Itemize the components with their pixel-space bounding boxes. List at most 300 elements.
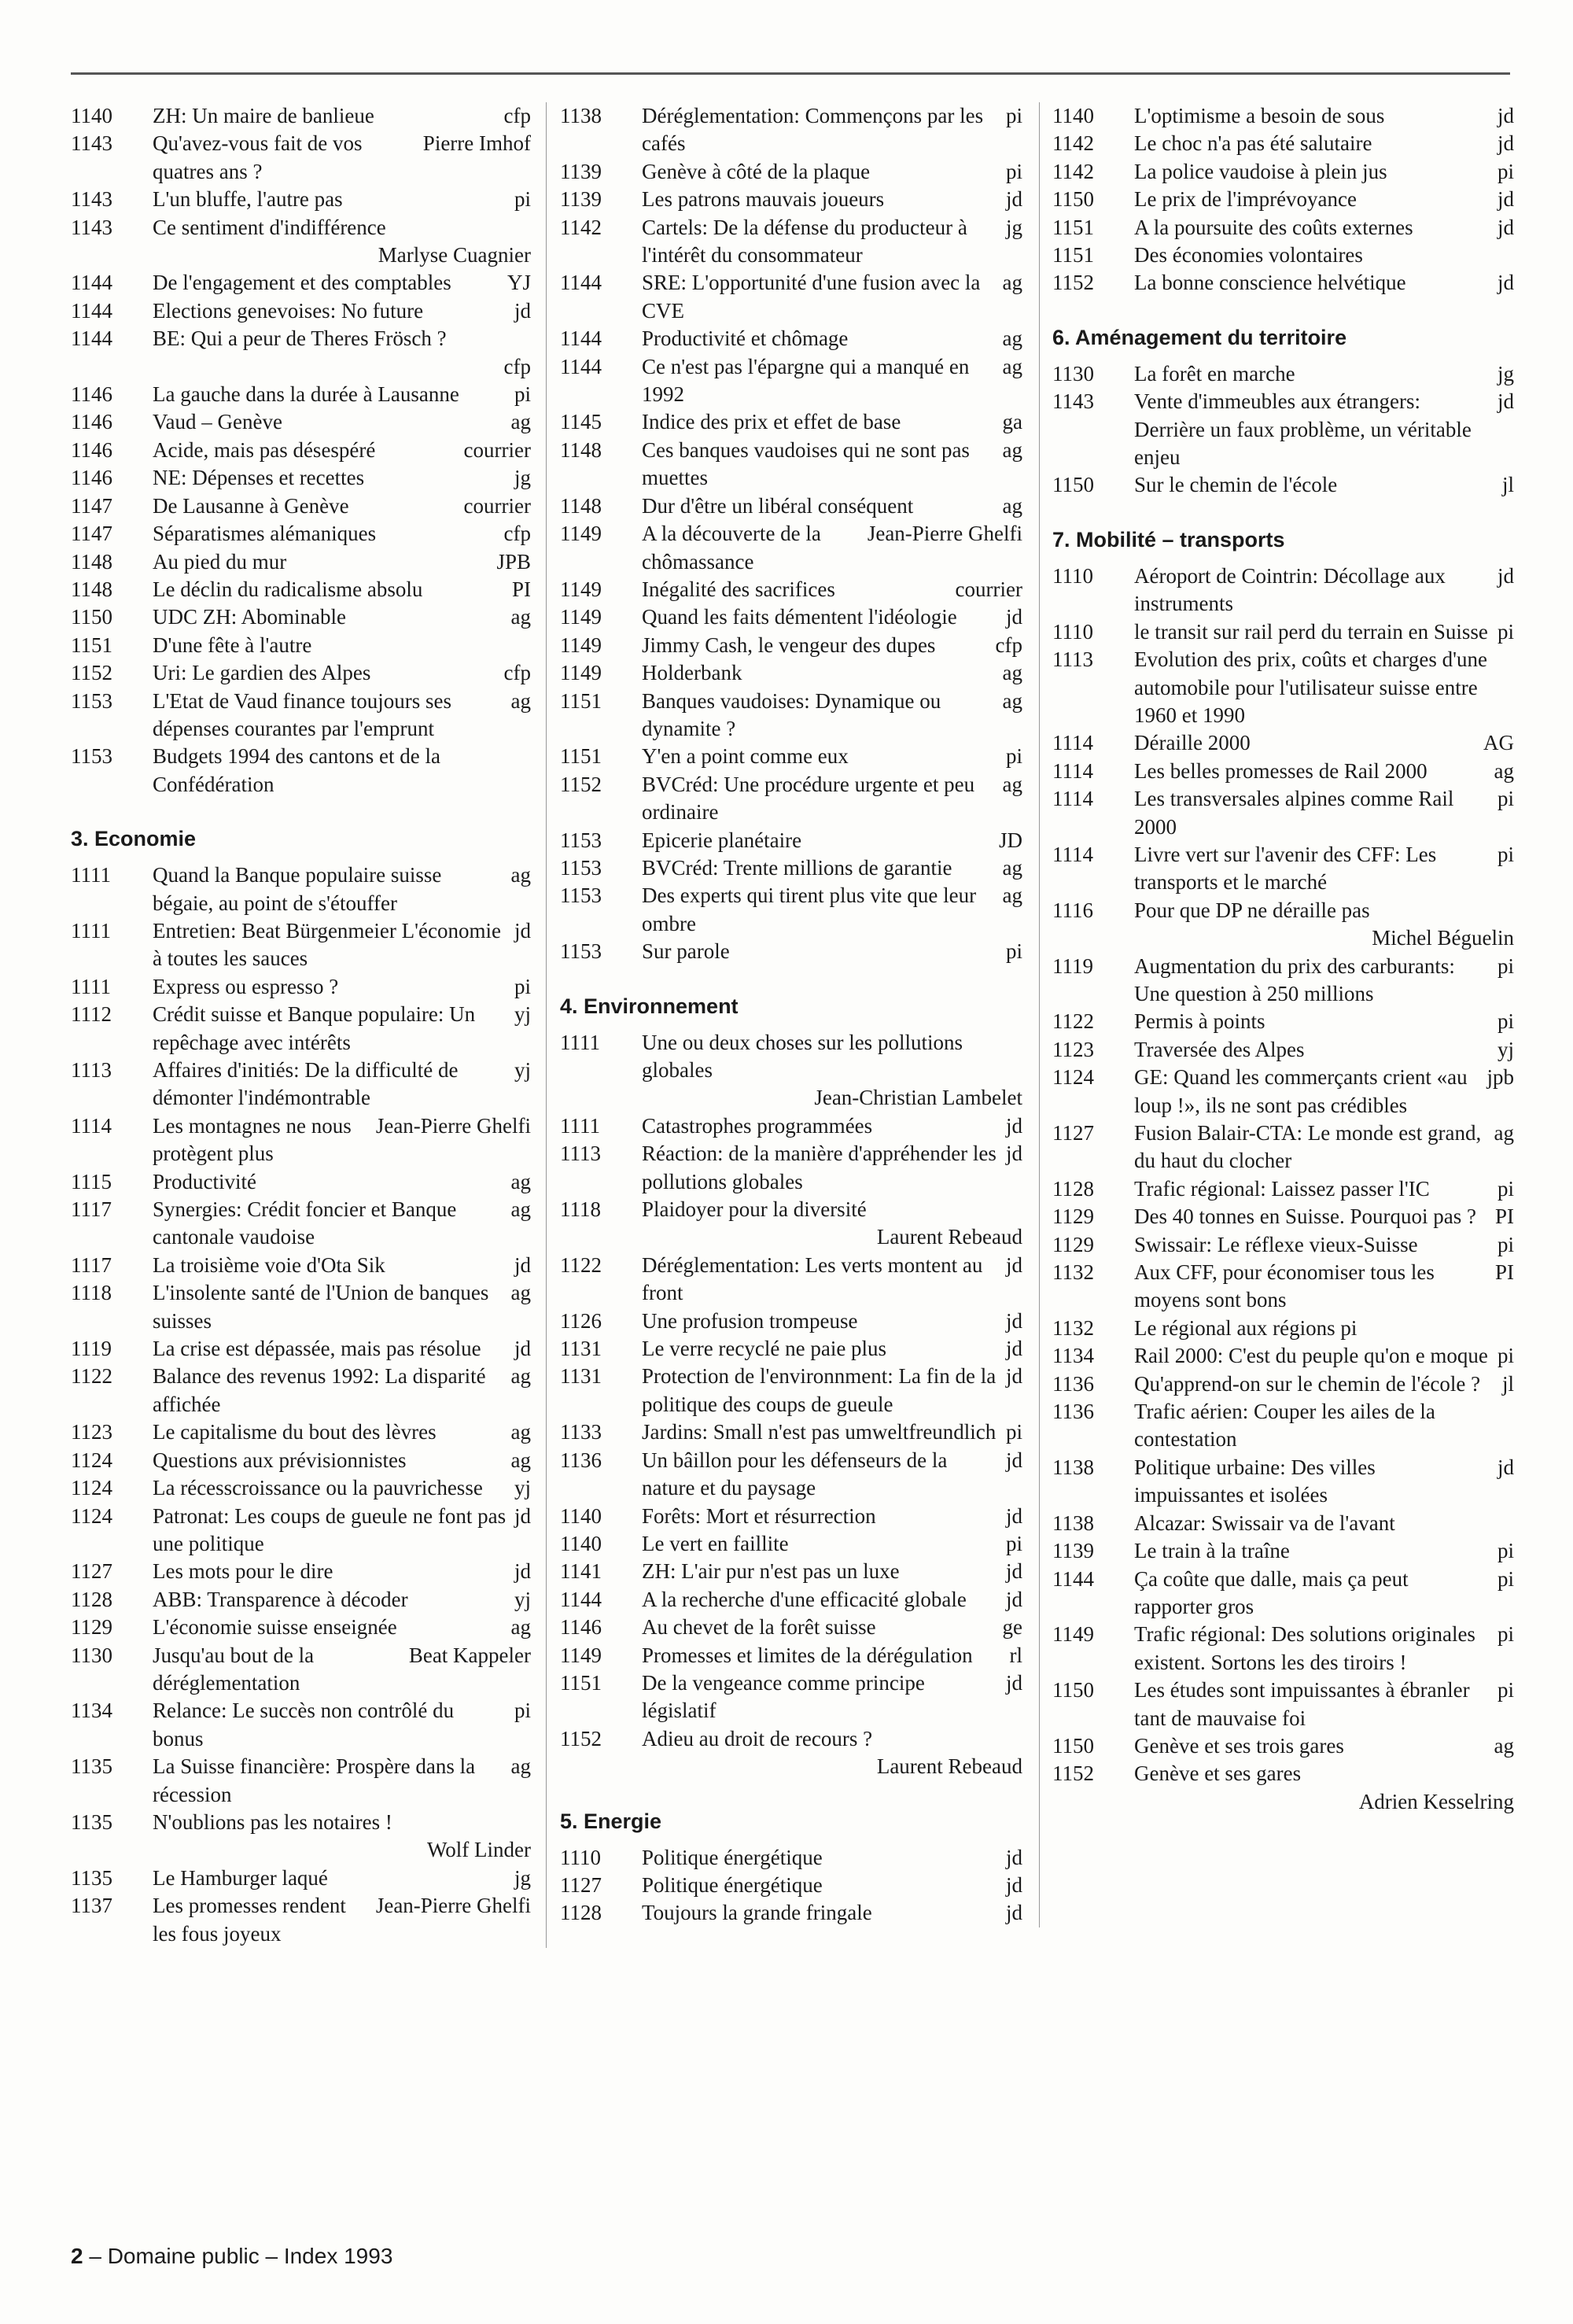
index-entry [1052, 1175, 1514, 1203]
article-title: Politique énergétique [642, 1845, 823, 1869]
index-entry [71, 1809, 531, 1865]
author: jd [514, 1559, 531, 1584]
author: PI [1494, 1260, 1514, 1285]
issue-number: 1142 [1052, 159, 1094, 183]
issue-number: 1140 [71, 104, 112, 127]
author: cfp [503, 522, 531, 546]
article-title: Forêts: Mort et résurrection [642, 1503, 876, 1528]
author: ag [1002, 855, 1022, 880]
author: ag [1002, 883, 1022, 908]
author: jd [514, 1252, 531, 1277]
index-entry [71, 269, 531, 297]
issue-number: 1111 [71, 974, 111, 998]
publication-title: – Domaine public – Index 1993 [89, 2244, 393, 2268]
section-heading: 4. Environnement [560, 994, 739, 1018]
article-title: Vente d'immeubles aux étrangers: Derrière un faux problème, un véritable enjeu [1134, 389, 1472, 470]
index-entry [71, 1112, 531, 1168]
index-entry [1052, 388, 1514, 471]
issue-number: 1148 [560, 493, 602, 518]
index-entry [1052, 1510, 1514, 1537]
issue-number: 1112 [71, 1002, 112, 1027]
article-title: Livre vert sur l'avenir des CFF: Les transports et le marché [1134, 842, 1437, 895]
issue-number: 1128 [71, 1587, 112, 1611]
issue-number: 1150 [1052, 1733, 1094, 1758]
author: ag [1002, 493, 1022, 518]
article-title: GE: Quand les commerçants crient «au loup !», ils ne sont pas crédibles [1134, 1065, 1468, 1117]
author: cfp [503, 661, 531, 685]
article-title: Quand les faits démentent l'idéologie [642, 605, 957, 629]
index-entry [1052, 1454, 1514, 1510]
author: pi [514, 382, 531, 407]
issue-number: 1145 [560, 410, 602, 434]
issue-number: 1139 [560, 159, 602, 183]
article-title: Express ou espresso ? [153, 974, 339, 998]
index-entry [1052, 1677, 1514, 1732]
author: cfp [503, 354, 531, 378]
author: ag [510, 1420, 531, 1444]
article-title: Patronat: Les coups de gueule ne font pas une politique [153, 1503, 507, 1555]
author: Jean-Christian Lambelet [814, 1086, 1022, 1110]
author: jd [1005, 1845, 1022, 1869]
index-entry [560, 576, 1022, 603]
article-title: Les transversales alpines comme Rail 2000 [1134, 787, 1454, 839]
article-title: Les promesses rendent les fous joyeux [153, 1894, 346, 1946]
article-title: Holderbank [642, 661, 742, 685]
issue-number: 1152 [1052, 271, 1094, 295]
index-entry [560, 1112, 1022, 1140]
index-entry [1052, 1537, 1514, 1565]
index-entry [1052, 841, 1514, 897]
index-entry [71, 408, 531, 436]
index-entry [71, 1614, 531, 1641]
issue-number: 1144 [71, 326, 112, 351]
author: jd [1497, 104, 1514, 127]
issue-number: 1152 [560, 1726, 602, 1750]
issue-number: 1129 [71, 1615, 112, 1640]
author: ag [510, 1197, 531, 1222]
index-entry [1052, 1036, 1514, 1064]
article-title: La bonne conscience helvétique [1134, 271, 1406, 295]
article-title: ZH: Un maire de banlieue [153, 104, 374, 127]
issue-number: 1127 [71, 1559, 112, 1584]
issue-number: 1135 [71, 1865, 112, 1890]
issue-number: 1144 [560, 326, 602, 351]
index-entry [1052, 897, 1514, 953]
issue-number: 1144 [71, 298, 112, 323]
article-title: ABB: Transparence à décoder [153, 1587, 408, 1611]
author: pi [1497, 1566, 1514, 1591]
author: jd [1497, 215, 1514, 239]
article-title: Les mots pour le dire [153, 1559, 333, 1584]
author: jg [514, 1865, 531, 1890]
article-title: Déraille 2000 [1134, 731, 1251, 755]
index-entry [1052, 130, 1514, 157]
index-entry [560, 492, 1022, 520]
article-title: Le train à la traîne [1134, 1539, 1290, 1563]
issue-number: 1110 [560, 1845, 601, 1869]
article-title: La troisième voie d'Ota Sik [153, 1252, 385, 1277]
article-title: Budgets 1994 des cantons et de la Confédération [153, 744, 440, 796]
author: ge [1002, 1615, 1022, 1640]
author: Laurent Rebeaud [876, 1754, 1022, 1779]
issue-number: 1123 [71, 1420, 112, 1444]
author: courrier [463, 437, 531, 462]
article-title: Séparatismes alémaniques [153, 522, 377, 546]
issue-number: 1151 [1052, 243, 1094, 267]
article-title: Jimmy Cash, le vengeur des dupes [642, 633, 936, 657]
article-title: Catastrophes programmées [642, 1113, 873, 1138]
page-number: 2 [71, 2244, 83, 2268]
index-entry [1052, 360, 1514, 388]
issue-number: 1136 [1052, 1400, 1094, 1424]
index-entry [560, 1586, 1022, 1614]
article-title: La police vaudoise à plein jus [1134, 159, 1387, 183]
article-title: Ce sentiment d'indifférence [153, 215, 386, 239]
index-entry [560, 1418, 1022, 1446]
author: Michel Béguelin [1372, 926, 1514, 950]
issue-number: 1136 [560, 1448, 602, 1472]
index-entry [1052, 1732, 1514, 1760]
article-title: Sur le chemin de l'école [1134, 473, 1338, 497]
author: yj [1497, 1037, 1514, 1061]
author: Pierre Imhof [422, 131, 531, 156]
issue-number: 1144 [560, 271, 602, 295]
issue-number: 1144 [560, 354, 602, 378]
author: rl [1009, 1643, 1022, 1667]
index-column-1 [71, 102, 531, 1948]
issue-number: 1146 [71, 466, 112, 490]
article-title: Balance des revenus 1992: La disparité affichée [153, 1364, 486, 1416]
article-title: D'une fête à l'autre [153, 633, 312, 657]
author: Beat Kappeler [408, 1643, 531, 1667]
author: pi [1005, 939, 1022, 964]
index-entry [71, 632, 531, 659]
issue-number: 1150 [71, 605, 112, 629]
author: pi [1005, 104, 1022, 127]
issue-number: 1144 [71, 271, 112, 295]
index-entry [1052, 1370, 1514, 1398]
issue-number: 1118 [560, 1197, 601, 1222]
section-heading: 6. Aménagement du territoire [1052, 325, 1347, 349]
article-title: SRE: L'opportunité d'une fusion avec la CVE [642, 271, 981, 323]
index-entry [1052, 1231, 1514, 1259]
article-title: Déréglementation: Les verts montent au front [642, 1252, 983, 1305]
issue-number: 1144 [1052, 1566, 1094, 1591]
author: pi [1005, 744, 1022, 769]
article-title: Le régional aux régions pi [1134, 1315, 1357, 1340]
issue-number: 1110 [1052, 619, 1093, 644]
issue-number: 1139 [560, 187, 602, 212]
issue-number: 1138 [1052, 1455, 1094, 1479]
issue-number: 1131 [560, 1337, 602, 1361]
author: pi [1497, 1009, 1514, 1034]
index-entry [560, 1614, 1022, 1641]
author: jd [1005, 1872, 1022, 1897]
issue-number: 1111 [560, 1030, 600, 1054]
issue-number: 1149 [560, 577, 602, 601]
article-title: Synergies: Crédit foncier et Banque cantonale vaudoise [153, 1197, 457, 1249]
article-title: Des économies volontaires [1134, 243, 1363, 267]
author: pi [1005, 159, 1022, 183]
issue-number: 1138 [1052, 1511, 1094, 1535]
index-entry [71, 688, 531, 743]
index-entry [560, 437, 1022, 492]
issue-number: 1114 [1052, 787, 1093, 811]
issue-number: 1148 [71, 577, 112, 601]
article-title: Alcazar: Swissair va de l'avant [1134, 1511, 1395, 1535]
article-title: le transit sur rail perd du terrain en Suisse [1134, 619, 1488, 644]
index-entry [560, 1558, 1022, 1585]
index-entry [560, 1196, 1022, 1252]
index-entry [1052, 785, 1514, 841]
article-title: Au chevet de la forêt suisse [642, 1615, 876, 1640]
author: pi [1497, 1344, 1514, 1368]
issue-number: 1114 [71, 1113, 112, 1138]
issue-number: 1149 [560, 522, 602, 546]
author: jd [1005, 1252, 1022, 1277]
index-entry [560, 1899, 1022, 1927]
article-title: Ça coûte que dalle, mais ça peut rapporter gros [1134, 1566, 1409, 1618]
author: Laurent Rebeaud [876, 1225, 1022, 1249]
index-entry [560, 1844, 1022, 1872]
index-entry [71, 325, 531, 381]
article-title: Réaction: de la manière d'appréhender les pollutions globales [642, 1142, 996, 1193]
index-entry [560, 1669, 1022, 1725]
index-entry [71, 973, 531, 1001]
article-title: Qu'apprend-on sur le chemin de l'école ? [1134, 1371, 1481, 1396]
author: jd [1005, 1113, 1022, 1138]
article-title: Indice des prix et effet de base [642, 410, 901, 434]
index-entry [1052, 242, 1514, 269]
issue-number: 1146 [71, 410, 112, 434]
author: pi [1497, 1622, 1514, 1647]
article-title: Ces banques vaudoises qui ne sont pas muettes [642, 437, 970, 490]
index-entry [560, 1335, 1022, 1363]
article-title: Jardins: Small n'est pas umweltfreundlich [642, 1420, 996, 1444]
article-title: La Suisse financière: Prospère dans la récession [153, 1754, 476, 1806]
issue-number: 1124 [71, 1503, 112, 1528]
author: ag [1494, 1121, 1514, 1145]
index-entry [1052, 471, 1514, 499]
index-entry [71, 548, 531, 576]
index-entry [560, 603, 1022, 631]
author: pi [1497, 1176, 1514, 1201]
author: pi [514, 1699, 531, 1723]
article-title: Quand la Banque populaire suisse bégaie, au point de s'étouffer [153, 863, 442, 915]
author: ag [510, 1615, 531, 1640]
author: jd [514, 298, 531, 323]
article-title: L'insolente santé de l'Union de banques suisses [153, 1281, 489, 1333]
article-title: Evolution des prix, coûts et charges d'une automobile pour l'utilisateur suisse entre 1960 et 1990 [1134, 647, 1488, 727]
article-title: Sur parole [642, 939, 730, 964]
author: ag [510, 1364, 531, 1389]
article-title: BE: Qui a peur de Theres Frösch ? [153, 326, 447, 351]
issue-number: 1141 [560, 1559, 602, 1584]
issue-number: 1114 [1052, 731, 1093, 755]
article-title: NE: Dépenses et recettes [153, 466, 365, 490]
author: cfp [995, 633, 1022, 657]
author: jd [1005, 187, 1022, 212]
issue-number: 1142 [1052, 131, 1094, 156]
index-entry [71, 1503, 531, 1559]
author: JD [998, 828, 1022, 852]
author: ag [510, 410, 531, 434]
article-title: Relance: Le succès non contrôlé du bonus [153, 1699, 455, 1750]
author: jd [514, 918, 531, 943]
section-heading: 3. Economie [71, 827, 197, 851]
article-title: Traversée des Alpes [1134, 1037, 1305, 1061]
article-title: Qu'avez-vous fait de vos quatres ans ? [153, 131, 363, 183]
issue-number: 1130 [71, 1643, 112, 1667]
article-title: L'économie suisse enseignée [153, 1615, 397, 1640]
index-entry [71, 1252, 531, 1279]
article-title: Fusion Balair-CTA: Le monde est grand, du haut du clocher [1134, 1121, 1482, 1173]
index-entry [1052, 1315, 1514, 1342]
index-entry [71, 1363, 531, 1418]
article-title: Un bâillon pour les défenseurs de la nature et du paysage [642, 1448, 948, 1500]
article-title: Adieu au droit de recours ? [642, 1726, 873, 1750]
issue-number: 1122 [71, 1364, 112, 1389]
issue-number: 1140 [560, 1503, 602, 1528]
article-title: Swissair: Le réflexe vieux-Suisse [1134, 1232, 1418, 1256]
author: jd [1005, 1559, 1022, 1584]
article-title: Les belles promesses de Rail 2000 [1134, 758, 1427, 783]
issue-number: 1115 [71, 1169, 112, 1193]
index-entry [560, 743, 1022, 770]
index-entry [560, 325, 1022, 352]
index-entry [560, 1029, 1022, 1112]
article-title: Les patrons mauvais joueurs [642, 187, 885, 212]
author: ag [510, 1754, 531, 1779]
article-title: Au pied du mur [153, 549, 287, 574]
issue-number: 1137 [71, 1894, 112, 1918]
issue-number: 1149 [560, 605, 602, 629]
index-entry [71, 1001, 531, 1057]
author: pi [514, 187, 531, 212]
author: Jean-Pierre Ghelfi [375, 1113, 531, 1138]
issue-number: 1138 [560, 104, 602, 127]
page-footer [71, 2244, 392, 2269]
issue-number: 1128 [560, 1901, 602, 1925]
issue-number: 1144 [560, 1587, 602, 1611]
author: pi [1497, 954, 1514, 978]
index-entry [71, 297, 531, 325]
article-title: Jusqu'au bout de la déréglementation [153, 1643, 315, 1695]
author: ag [1002, 688, 1022, 713]
article-title: Productivité et chômage [642, 326, 849, 351]
index-entry [560, 102, 1022, 158]
index-entry [560, 214, 1022, 270]
issue-number: 1130 [1052, 361, 1094, 385]
article-title: Ce n'est pas l'épargne qui a manqué en 1992 [642, 354, 970, 407]
article-title: Trafic régional: Laissez passer l'IC [1134, 1176, 1430, 1201]
issue-number: 1114 [1052, 758, 1093, 783]
index-entry [71, 1586, 531, 1614]
index-entry [560, 1363, 1022, 1418]
author: pi [1005, 1531, 1022, 1555]
article-title: Dur d'être un libéral conséquent [642, 493, 914, 518]
article-title: Elections genevoises: No future [153, 298, 424, 323]
index-entry [71, 214, 531, 270]
index-entry [560, 1252, 1022, 1308]
article-title: A la découverte de la chômassance [642, 522, 821, 574]
issue-number: 1111 [71, 918, 111, 943]
index-entry [71, 437, 531, 464]
issue-number: 1126 [560, 1308, 602, 1333]
article-title: Pour que DP ne déraille pas [1134, 898, 1370, 922]
article-title: Trafic régional: Des solutions originales existent. Sortons les des tiroirs ! [1134, 1622, 1475, 1674]
author: Wolf Linder [426, 1838, 531, 1862]
author: ag [510, 1448, 531, 1472]
article-title: Genève et ses gares [1134, 1761, 1302, 1786]
index-entry [71, 1335, 531, 1363]
issue-number: 1153 [71, 688, 112, 713]
issue-number: 1149 [560, 661, 602, 685]
author: jg [1497, 361, 1514, 385]
index-entry [560, 1503, 1022, 1530]
article-title: Les études sont impuissantes à ébranler tant de mauvaise foi [1134, 1678, 1470, 1730]
article-title: Genève et ses trois gares [1134, 1733, 1344, 1758]
author: jd [514, 1503, 531, 1528]
index-entry [1052, 1008, 1514, 1035]
issue-number: 1153 [560, 939, 602, 964]
author: pi [514, 974, 531, 998]
index-entry [560, 353, 1022, 409]
issue-number: 1113 [560, 1142, 601, 1166]
index-entry [71, 492, 531, 520]
issue-number: 1133 [560, 1420, 602, 1444]
article-title: De l'engagement et des comptables [153, 271, 451, 295]
index-entry [1052, 158, 1514, 186]
article-title: Y'en a point comme eux [642, 744, 849, 769]
issue-number: 1132 [1052, 1315, 1094, 1340]
author: courrier [955, 577, 1022, 601]
article-title: De Lausanne à Genève [153, 493, 349, 518]
author: yj [514, 1058, 531, 1082]
index-entry [71, 917, 531, 973]
index-entry [1052, 1760, 1514, 1816]
issue-number: 1122 [560, 1252, 602, 1277]
issue-number: 1129 [1052, 1204, 1094, 1229]
author: AG [1483, 731, 1514, 755]
issue-number: 1119 [1052, 954, 1093, 978]
article-title: Une ou deux choses sur les pollutions globales [642, 1030, 963, 1082]
author: jl [1501, 473, 1514, 497]
author: ag [1002, 661, 1022, 685]
issue-number: 1119 [71, 1337, 112, 1361]
index-entry [560, 1308, 1022, 1335]
issue-number: 1114 [1052, 842, 1093, 866]
article-title: Promesses et limites de la dérégulation [642, 1643, 973, 1667]
author: PI [511, 577, 531, 601]
article-title: L'Etat de Vaud finance toujours ses dépenses courantes par l'emprunt [153, 688, 452, 740]
issue-number: 1135 [71, 1809, 112, 1834]
index-entry [1052, 1566, 1514, 1621]
index-entry [1052, 1259, 1514, 1315]
article-title: BVCréd: Trente millions de garantie [642, 855, 952, 880]
index-entry [560, 1530, 1022, 1558]
issue-number: 1110 [1052, 563, 1093, 588]
index-entry [71, 1753, 531, 1809]
issue-number: 1151 [560, 744, 602, 769]
author: courrier [463, 493, 531, 518]
index-column-3 [1052, 102, 1514, 1816]
section-heading: 5. Energie [560, 1809, 662, 1833]
article-title: L'un bluffe, l'autre pas [153, 187, 343, 212]
index-entry [71, 1892, 531, 1948]
index-entry [1052, 1398, 1514, 1454]
index-entry [1052, 1064, 1514, 1120]
